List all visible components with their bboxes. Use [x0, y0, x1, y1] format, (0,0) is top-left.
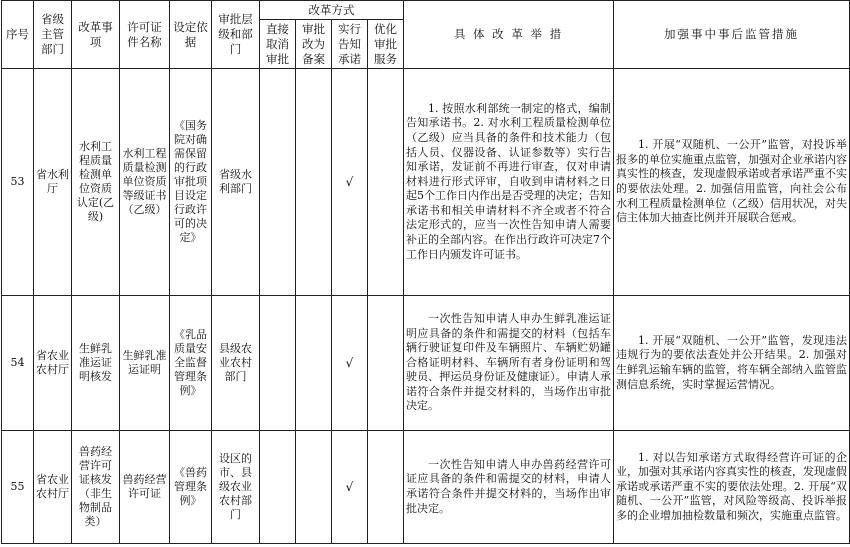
- row-mode-commitment-check: √: [332, 431, 368, 544]
- row-supervision: 1. 开展“双随机、一公开”监管，发现违法违规行为的要依法查处并公开结果。2. 加强对生鲜乳运输车辆的监管，将车辆全部纳入监管监测信息系统，实时掌握运营情况。: [614, 296, 850, 431]
- row-license: 兽药经营许可证: [120, 431, 170, 544]
- row-level: 县级农业农村部门: [212, 296, 260, 431]
- row-mode-optimize: [368, 69, 404, 296]
- row-mode-filing: [296, 431, 332, 544]
- row-mode-filing: [296, 69, 332, 296]
- row-mode-optimize: [368, 431, 404, 544]
- row-seq: 53: [2, 69, 34, 296]
- row-supervision: 1. 对以告知承诺方式取得经营许可证的企业，加强对其承诺内容真实性的核查，发现虚假承诺或承诺严重不实的要依法处理。2. 开展“双随机、一公开”监管，对风险等级高、投诉举报多的企业增加抽检数量和频次，实施重点监管。: [614, 431, 850, 544]
- row-item: 水利工程质量检测单位资质认定(乙级): [72, 69, 120, 296]
- row-mode-filing: [296, 296, 332, 431]
- row-basis: 《兽药管理条例》: [170, 431, 212, 544]
- row-mode-cancel: [260, 431, 296, 544]
- row-dept: 省农业农村厅: [34, 431, 72, 544]
- row-measures: 1. 按照水利部统一制定的格式，编制告知承诺书。2. 对水利工程质量检测单位（乙级）应当具备的条件和技术能力（包括人员、仪器设备、认证参数等）实行告知承诺，发证前不再进行审查，仅对申请材料进行形式评审，自收到申请材料之日起5个工作日内作出是否受理的决定；告知承诺书和相关申请材料不齐全或者不符合法定形式的，应当一次性告知申请人需要补正的全部内容。在作出行政许可决定7个工作日内颁发许可证书。: [404, 69, 614, 296]
- row-mode-optimize: [368, 296, 404, 431]
- row-dept: 省农业农村厅: [34, 296, 72, 431]
- header-license: 许可证件名称: [120, 1, 170, 69]
- row-license: 生鲜乳准运证明: [120, 296, 170, 431]
- header-seq: 序号: [2, 1, 34, 69]
- row-basis: 《乳品质量安全监督管理条例》: [170, 296, 212, 431]
- table-row: [2, 69, 850, 296]
- row-mode-cancel: [260, 296, 296, 431]
- row-item: 生鲜乳准运证明核发: [72, 296, 120, 431]
- header-row-1: [2, 1, 850, 20]
- header-supervision: 加强事中事后监管措施: [614, 1, 850, 69]
- row-level: 省级水利部门: [212, 69, 260, 296]
- row-mode-commitment-check: √: [332, 296, 368, 431]
- header-mode-commitment: 实行告知承诺: [332, 20, 368, 69]
- header-measures: 具 体 改 革 举 措: [404, 1, 614, 69]
- row-mode-cancel: [260, 69, 296, 296]
- row-license: 水利工程质量检测单位资质等级证书（乙级）: [120, 69, 170, 296]
- table-row: [2, 296, 850, 431]
- header-mode-optimize: 优化审批服务: [368, 20, 404, 69]
- table-row: [2, 431, 850, 544]
- header-dept: 省级主管部门: [34, 1, 72, 69]
- row-seq: 55: [2, 431, 34, 544]
- row-supervision: 1. 开展“双随机、一公开”监管，对投诉举报多的单位实施重点监管，加强对企业承诺内容真实性的核查，发现虚假承诺或者承诺严重不实的要依法处理。2. 加强信用监管，向社会公布水利工程质量检测单位（乙级）信用状况，对失信主体加大抽查比例并开展联合惩戒。: [614, 69, 850, 296]
- header-basis: 设定依据: [170, 1, 212, 69]
- row-dept: 省水利厅: [34, 69, 72, 296]
- row-basis: 《国务院对确需保留的行政审批项目设定行政许可的决定》: [170, 69, 212, 296]
- header-item: 改革事项: [72, 1, 120, 69]
- row-seq: 54: [2, 296, 34, 431]
- row-item: 兽药经营许可证核发（非生物制品类）: [72, 431, 120, 544]
- reform-table: [1, 0, 850, 544]
- row-level: 设区的市、县级农业农村部门: [212, 431, 260, 544]
- row-measures: 一次性告知申请人申办兽药经营许可证应具备的条件和需提交的材料，申请人承诺符合条件并提交材料的，当场作出审批决定。: [404, 431, 614, 544]
- header-mode-cancel: 直接取消审批: [260, 20, 296, 69]
- row-mode-commitment-check: √: [332, 69, 368, 296]
- header-level: 审批层级和部门: [212, 1, 260, 69]
- row-measures: 一次性告知申请人申办生鲜乳准运证明应具备的条件和需提交的材料（包括车辆行驶证复印件及车辆照片、车辆贮奶罐合格证明材料、车辆所有者身份证明和驾驶员、押运员身份证及健康证）。申请人承诺符合条件并提交材料的，当场作出审批决定。: [404, 296, 614, 431]
- header-mode-group: 改革方式: [260, 1, 404, 20]
- header-mode-filing: 审批改为备案: [296, 20, 332, 69]
